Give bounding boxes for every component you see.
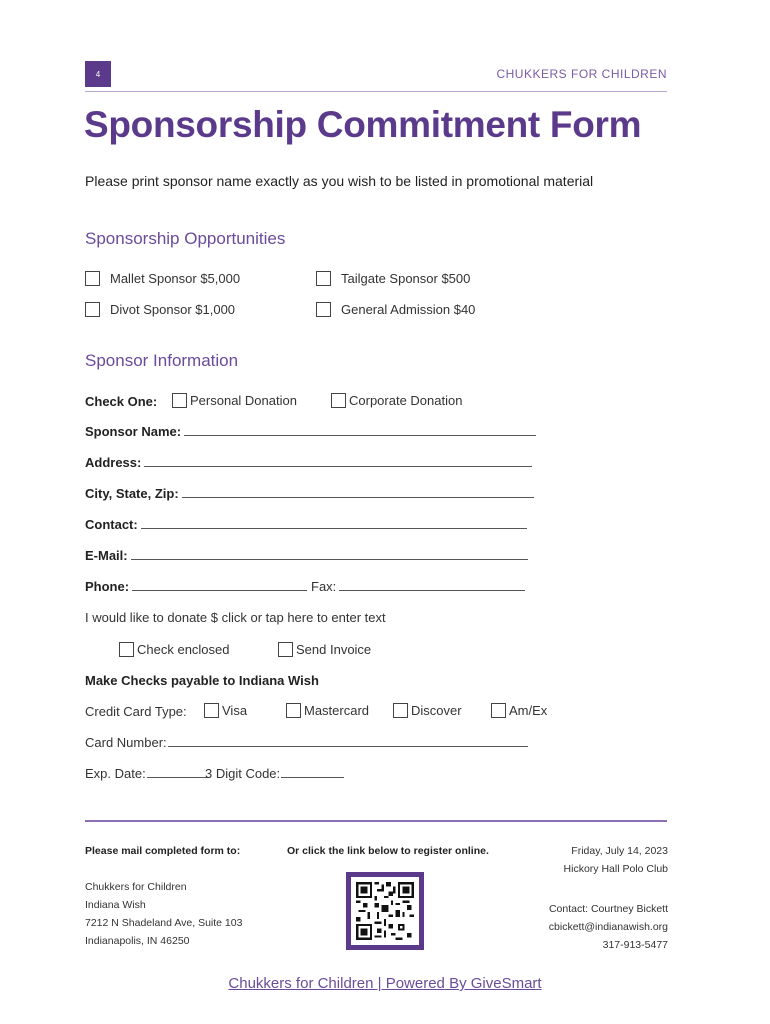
address-label: Address:	[85, 455, 142, 470]
corporate-donation-label: Corporate Donation	[349, 393, 463, 408]
corporate-donation-option[interactable]	[331, 393, 462, 408]
mail-line: Indianapolis, IN 46250	[85, 935, 190, 947]
send-invoice-option[interactable]	[278, 642, 371, 657]
payable-note: Make Checks payable to Indiana Wish	[85, 673, 319, 688]
card-number-field[interactable]	[85, 735, 528, 750]
exp-date-input-line[interactable]	[147, 777, 209, 778]
footer-divider	[85, 820, 667, 822]
visa-option[interactable]	[204, 703, 247, 718]
general-admission-option[interactable]	[316, 302, 475, 317]
phone-label: Phone:	[85, 579, 130, 594]
online-heading: Or click the link below to register online.	[287, 845, 489, 857]
digit-code-field[interactable]	[205, 766, 344, 781]
visa-checkbox[interactable]	[204, 703, 219, 718]
check-one-label: Check One:	[85, 394, 158, 409]
event-location: Hickory Hall Polo Club	[563, 863, 668, 875]
divot-sponsor-label: Divot Sponsor $1,000	[110, 302, 236, 317]
sponsor-name-input-line[interactable]	[184, 435, 536, 436]
personal-donation-checkbox[interactable]	[172, 393, 187, 408]
organization-header: CHUKKERS FOR CHILDREN	[496, 67, 667, 81]
page-number-badge	[85, 61, 111, 87]
amex-option[interactable]	[491, 703, 547, 718]
fax-field[interactable]	[311, 579, 525, 594]
tailgate-sponsor-option[interactable]	[316, 271, 470, 286]
form-title: Sponsorship Commitment Form	[84, 104, 642, 145]
email-field[interactable]	[85, 548, 528, 563]
mastercard-option[interactable]	[286, 703, 369, 718]
phone-input-line[interactable]	[132, 590, 307, 591]
phone-field[interactable]	[85, 579, 307, 594]
amex-label: Am/Ex	[509, 703, 548, 718]
mail-instructions	[85, 842, 242, 950]
mastercard-checkbox[interactable]	[286, 703, 301, 718]
discover-checkbox[interactable]	[393, 703, 408, 718]
page-number: 4	[95, 69, 101, 79]
send-invoice-label: Send Invoice	[296, 642, 372, 657]
sponsor-info-heading: Sponsor Information	[85, 351, 239, 370]
sponsor-name-label: Sponsor Name:	[85, 424, 182, 439]
general-admission-checkbox[interactable]	[316, 302, 331, 317]
contact-name: Contact: Courtney Bickett	[548, 903, 668, 915]
check-enclosed-label: Check enclosed	[137, 642, 230, 657]
exp-date-label: Exp. Date:	[85, 766, 146, 781]
tailgate-sponsor-label: Tailgate Sponsor $500	[341, 271, 471, 286]
mastercard-label: Mastercard	[304, 703, 370, 718]
send-invoice-checkbox[interactable]	[278, 642, 293, 657]
mallet-sponsor-label: Mallet Sponsor $5,000	[110, 271, 241, 286]
contact-label: Contact:	[85, 517, 138, 532]
address-input-line[interactable]	[144, 466, 532, 467]
personal-donation-option[interactable]	[172, 393, 297, 408]
donate-text[interactable]: I would like to donate $ click or tap here to enter text	[85, 610, 386, 625]
contact-phone: 317-913-5477	[602, 939, 668, 951]
city-state-zip-label: City, State, Zip:	[85, 486, 179, 501]
address-field[interactable]	[85, 455, 532, 470]
qr-code-icon	[356, 882, 414, 940]
contact-field[interactable]	[85, 517, 527, 532]
contact-input-line[interactable]	[141, 528, 527, 529]
city-state-zip-input-line[interactable]	[182, 497, 534, 498]
mail-line: Indiana Wish	[85, 899, 146, 911]
card-number-label: Card Number:	[85, 735, 167, 750]
discover-label: Discover	[411, 703, 462, 718]
check-enclosed-checkbox[interactable]	[119, 642, 134, 657]
contact-email[interactable]: cbickett@indianawish.org	[548, 921, 668, 933]
mallet-sponsor-option[interactable]	[85, 271, 240, 286]
email-label: E-Mail:	[85, 548, 128, 563]
fax-input-line[interactable]	[339, 590, 525, 591]
digit-code-input-line[interactable]	[281, 777, 344, 778]
amex-checkbox[interactable]	[491, 703, 506, 718]
fax-label: Fax:	[311, 579, 337, 594]
discover-option[interactable]	[393, 703, 462, 718]
divot-sponsor-option[interactable]	[85, 302, 235, 317]
event-date: Friday, July 14, 2023	[571, 845, 668, 857]
check-enclosed-option[interactable]	[119, 642, 230, 657]
mail-heading: Please mail completed form to:	[85, 845, 241, 857]
corporate-donation-checkbox[interactable]	[331, 393, 346, 408]
opportunities-heading: Sponsorship Opportunities	[85, 229, 286, 248]
visa-label: Visa	[222, 703, 248, 718]
givesmart-link[interactable]: Chukkers for Children | Powered By GiveSmart	[228, 975, 542, 992]
tailgate-sponsor-checkbox[interactable]	[316, 271, 331, 286]
email-input-line[interactable]	[131, 559, 528, 560]
digit-code-label: 3 Digit Code:	[205, 766, 281, 781]
city-state-zip-field[interactable]	[85, 486, 534, 501]
online-instructions	[287, 842, 489, 860]
form-subtitle: Please print sponsor name exactly as you wish to be listed in promotional material	[85, 173, 594, 189]
mail-line: 7212 N Shadeland Ave, Suite 103	[85, 917, 243, 929]
card-number-input-line[interactable]	[168, 746, 528, 747]
personal-donation-label: Personal Donation	[190, 393, 297, 408]
sponsor-name-field[interactable]	[85, 424, 536, 439]
exp-date-field[interactable]	[85, 766, 209, 781]
credit-card-type-label: Credit Card Type:	[85, 704, 187, 719]
general-admission-label: General Admission $40	[341, 302, 476, 317]
mallet-sponsor-checkbox[interactable]	[85, 271, 100, 286]
divot-sponsor-checkbox[interactable]	[85, 302, 100, 317]
event-info	[549, 842, 668, 954]
registration-qr-code[interactable]	[346, 872, 424, 950]
mail-line: Chukkers for Children	[85, 881, 187, 893]
header-divider	[85, 91, 667, 92]
